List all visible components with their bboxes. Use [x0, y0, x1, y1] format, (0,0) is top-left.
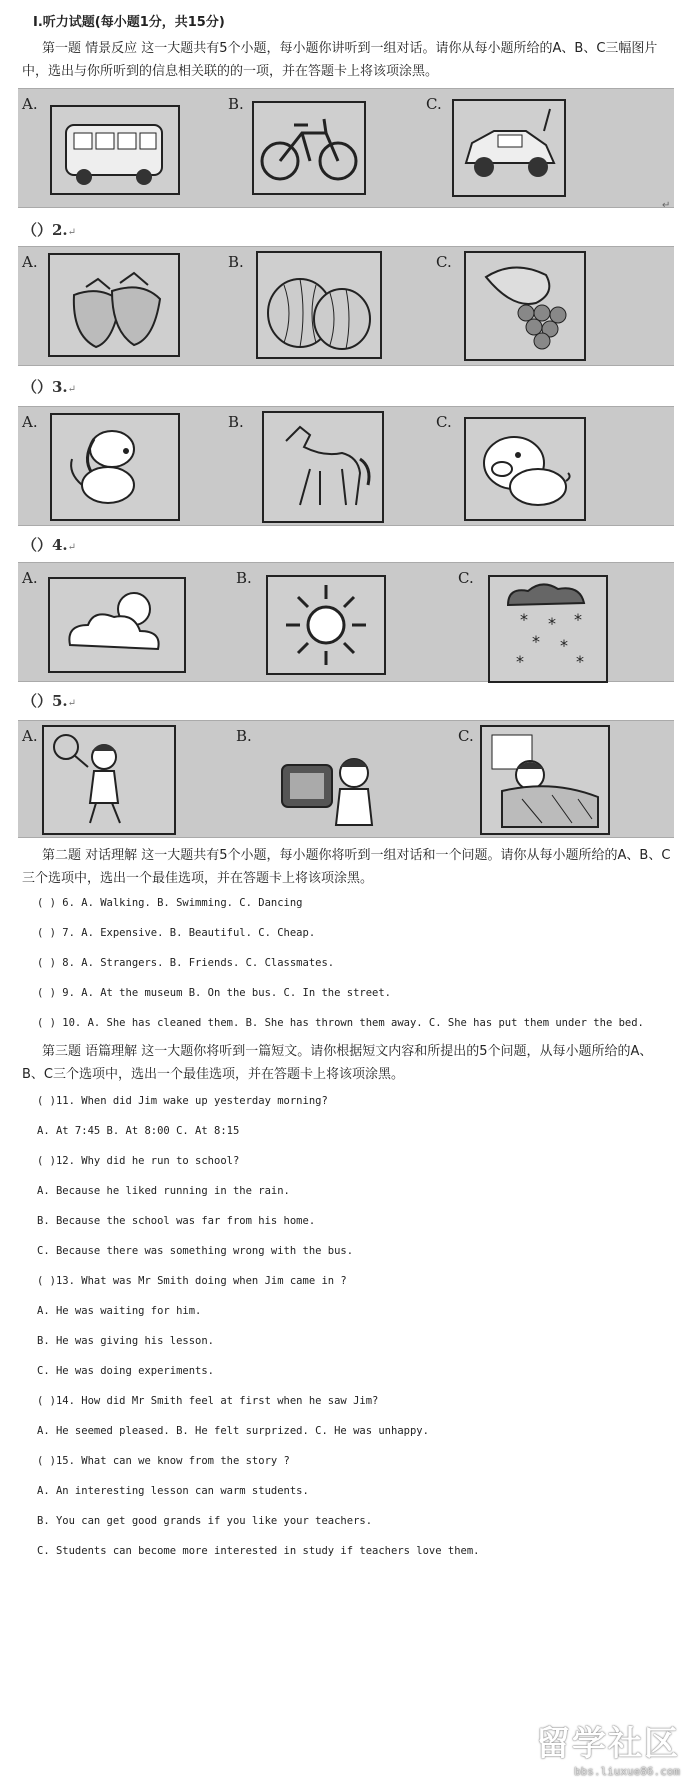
question-12: ( )12. Why did he run to school?: [37, 1155, 240, 1167]
part3-intro: [22, 1040, 672, 1086]
girl-tv-icon: [258, 745, 394, 831]
svg-text:*: *: [516, 652, 524, 671]
option-letter-b: B.: [228, 413, 244, 431]
picture-row-3: [18, 406, 674, 526]
question-12-option-b: B. Because the school was far from his home.: [37, 1215, 316, 1227]
option-letter-b: B.: [236, 569, 252, 587]
question-11: ( )11. When did Jim wake up yesterday morning?: [37, 1095, 328, 1107]
option-letter-a: A.: [22, 253, 38, 271]
svg-text:*: *: [560, 636, 568, 655]
return-mark: ↵: [67, 698, 77, 709]
question-3-label: [22, 376, 76, 397]
question-13-option-a: A. He was waiting for him.: [37, 1305, 202, 1317]
question-15: ( )15. What can we know from the story ?: [37, 1455, 290, 1467]
watermelon-icon: [256, 251, 382, 359]
part2-intro: [22, 844, 672, 890]
svg-text:*: *: [520, 610, 528, 629]
option-letter-c: C.: [436, 253, 452, 271]
row1-return-mark: ↵: [662, 200, 671, 211]
question-5-text: （）5.: [22, 692, 68, 710]
strawberry-icon: [48, 253, 180, 357]
svg-text:*: *: [548, 614, 556, 633]
option-letter-a: A.: [22, 727, 38, 745]
question-15-option-c: C. Students can become more interested in study if teachers love them.: [37, 1545, 480, 1557]
return-mark: ↵: [67, 384, 77, 395]
bicycle-icon: [252, 101, 366, 195]
question-13: ( )13. What was Mr Smith doing when Jim came in ?: [37, 1275, 347, 1287]
question-4-label: [22, 534, 76, 555]
question-12-option-a: A. Because he liked running in the rain.: [37, 1185, 290, 1197]
question-2-label: [22, 219, 76, 240]
question-13-option-c: C. He was doing experiments.: [37, 1365, 215, 1377]
svg-text:*: *: [532, 632, 540, 651]
return-mark: ↵: [67, 227, 77, 238]
watermark-logo: 留学社区: [536, 1724, 680, 1764]
picture-row-4: [18, 562, 674, 682]
grapes-icon: [464, 251, 586, 361]
snow-icon: [488, 575, 608, 683]
return-mark: ↵: [67, 542, 77, 553]
girl-bed-icon: [480, 725, 610, 835]
option-letter-c: C.: [458, 569, 474, 587]
watermark-url: bbs.liuxue86.com: [574, 1765, 680, 1778]
option-letter-a: A.: [22, 95, 38, 113]
section-title: I.听力试题(每小题1分，共15分): [33, 15, 225, 30]
site-watermark: [536, 1716, 680, 1778]
part3-intro-text: 第三题 语篇理解 这一大题你将听到一篇短文。请你根据短文内容和所提出的5个问题，从每小题所给的A、B、C三个选项中，选出一个最佳选项，并在答题卡上将该项涂黑。: [22, 1044, 653, 1082]
option-letter-b: B.: [228, 95, 244, 113]
part1-intro: [22, 37, 672, 83]
question-7: ( ) 7. A. Expensive. B. Beautiful. C. Cheap.: [37, 927, 316, 939]
part1-intro-text: 第一题 情景反应 这一大题共有5个小题，每小题你讲听到一组对话。请你从每小题所给的A、B、C三幅图片中，选出与你所听到的信息相关联的的一项，并在答题卡上将该项涂黑。: [22, 41, 658, 79]
question-15-option-b: B. You can get good grands if you like your teachers.: [37, 1515, 373, 1527]
question-11-options: A. At 7:45 B. At 8:00 C. At 8:15: [37, 1125, 240, 1137]
question-6: ( ) 6. A. Walking. B. Swimming. C. Dancing: [37, 897, 303, 909]
option-letter-a: A.: [22, 413, 38, 431]
sun-icon: [266, 575, 386, 675]
option-letter-b: B.: [236, 727, 252, 745]
option-letter-a: A.: [22, 569, 38, 587]
question-10: ( ) 10. A. She has cleaned them. B. She has thrown them away. C. She has put them under the bed.: [37, 1017, 644, 1029]
question-9: ( ) 9. A. At the museum B. On the bus. C. In the street.: [37, 987, 392, 999]
question-15-option-a: A. An interesting lesson can warm students.: [37, 1485, 309, 1497]
car-icon: [452, 99, 566, 197]
horse-icon: [262, 411, 384, 523]
question-4-text: （）4.: [22, 536, 68, 554]
dog-icon: [50, 413, 180, 521]
svg-text:*: *: [576, 652, 584, 671]
svg-text:*: *: [574, 610, 582, 629]
option-letter-c: C.: [426, 95, 442, 113]
option-letter-c: C.: [436, 413, 452, 431]
question-12-option-c: C. Because there was something wrong with the bus.: [37, 1245, 354, 1257]
question-3-text: （）3.: [22, 378, 68, 396]
question-13-option-b: B. He was giving his lesson.: [37, 1335, 215, 1347]
bus-icon: [50, 105, 180, 195]
picture-row-5: [18, 720, 674, 838]
question-14: ( )14. How did Mr Smith feel at first when he saw Jim?: [37, 1395, 379, 1407]
question-2-text: （）2.: [22, 221, 68, 239]
question-8: ( ) 8. A. Strangers. B. Friends. C. Classmates.: [37, 957, 335, 969]
question-5-label: [22, 690, 76, 711]
part2-intro-text: 第二题 对话理解 这一大题共有5个小题，每小题你将听到一组对话和一个问题。请你从每小题所给的A、B、C三个选项中，选出一个最佳选项，并在答题卡上将该项涂黑。: [22, 848, 671, 886]
question-14-options: A. He seemed pleased. B. He felt surprized. C. He was unhappy.: [37, 1425, 429, 1437]
picture-row-2: [18, 246, 674, 366]
girl-tennis-icon: [42, 725, 176, 835]
cloudy-icon: [48, 577, 186, 673]
pig-icon: [464, 417, 586, 521]
option-letter-c: C.: [458, 727, 474, 745]
picture-row-1: [18, 88, 674, 208]
option-letter-b: B.: [228, 253, 244, 271]
